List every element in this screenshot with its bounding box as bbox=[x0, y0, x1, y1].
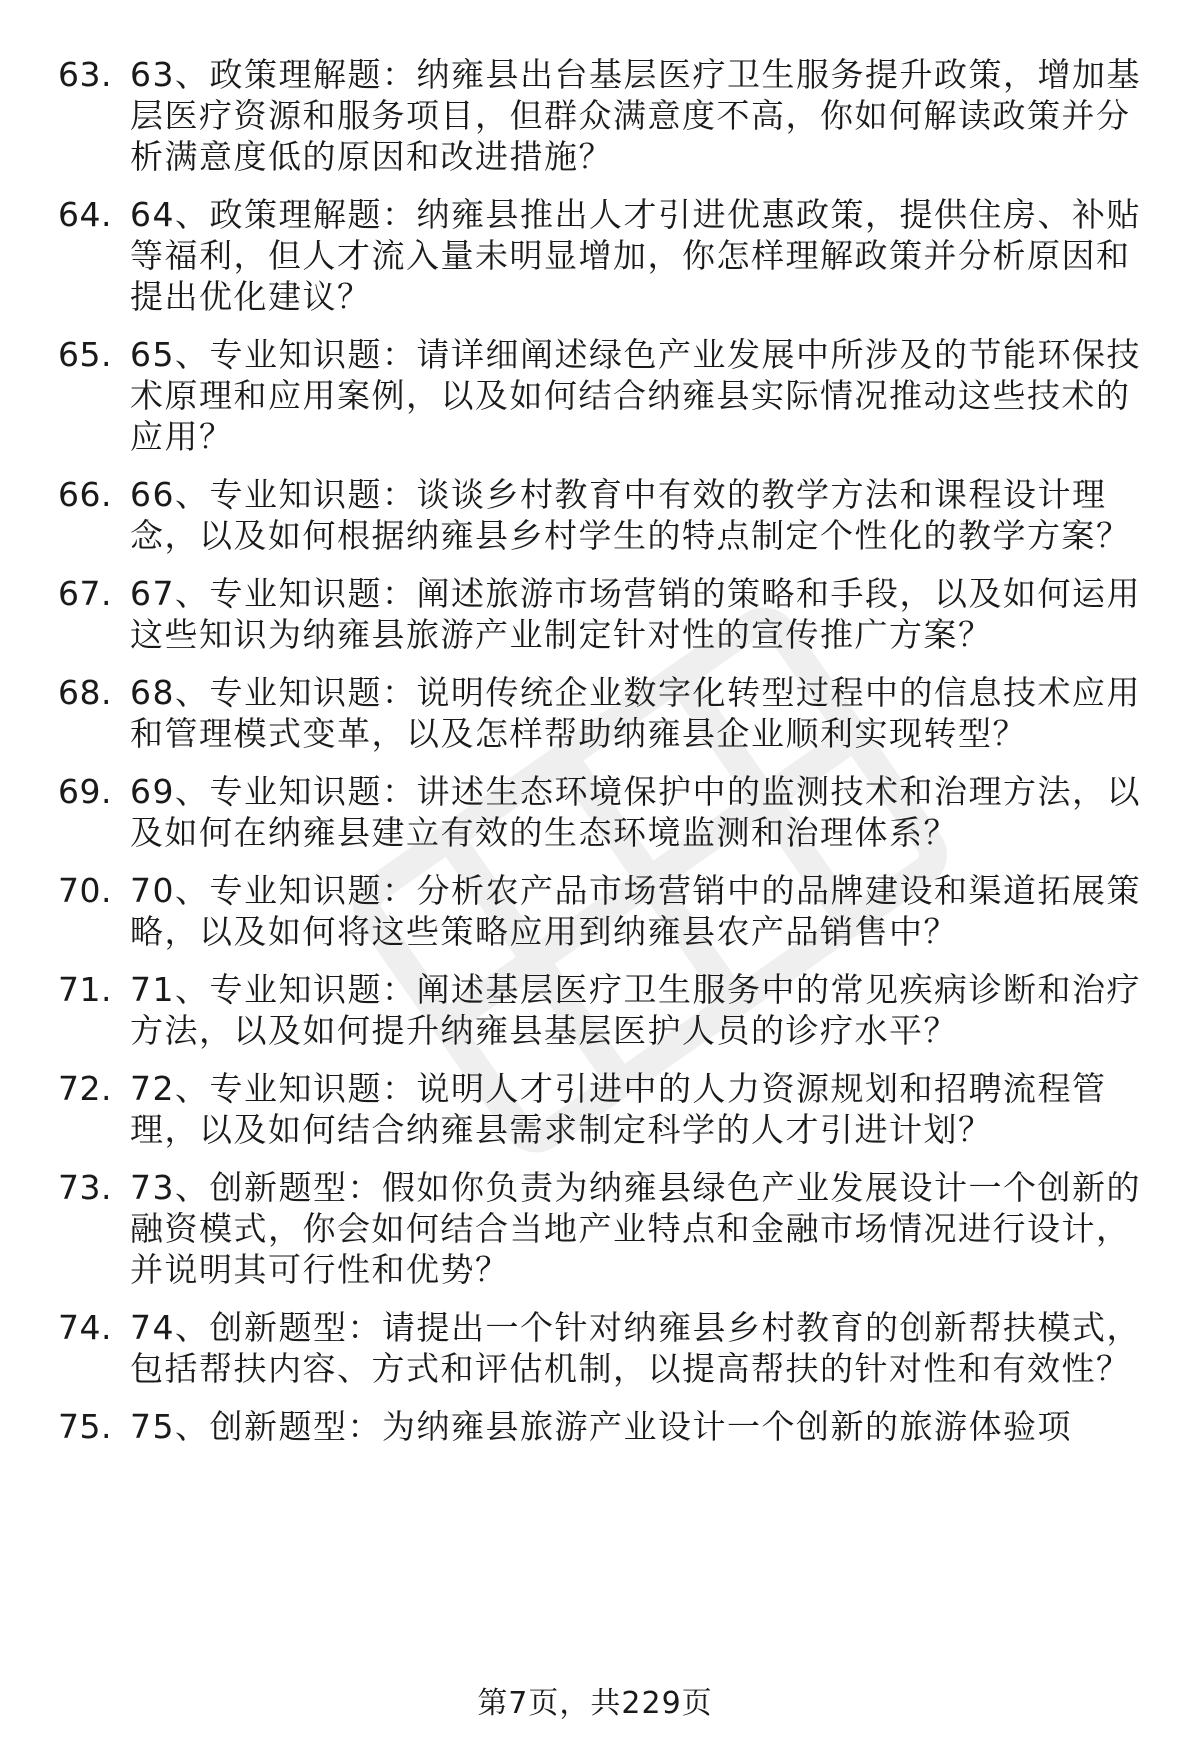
question-number: 73. bbox=[58, 1168, 112, 1207]
list-item bbox=[58, 969, 1153, 1051]
list-item bbox=[58, 1167, 1153, 1290]
question-text: 74、创新题型：请提出一个针对纳雍县乡村教育的创新帮扶模式，包括帮扶内容、方式和评估机制，以提高帮扶的针对性和有效性？ bbox=[130, 1308, 1141, 1388]
question-text: 71、专业知识题：阐述基层医疗卫生服务中的常见疾病诊断和治疗方法，以及如何提升纳雍县基层医护人员的诊疗水平？ bbox=[130, 970, 1141, 1050]
list-item bbox=[58, 672, 1153, 754]
question-text: 73、创新题型：假如你负责为纳雍县绿色产业发展设计一个创新的融资模式，你会如何结合当地产业特点和金融市场情况进行设计，并说明其可行性和优势？ bbox=[130, 1168, 1141, 1289]
question-text: 70、专业知识题：分析农产品市场营销中的品牌建设和渠道拓展策略，以及如何将这些策略应用到纳雍县农产品销售中？ bbox=[130, 871, 1141, 951]
question-text: 64、政策理解题：纳雍县推出人才引进优惠政策，提供住房、补贴等福利，但人才流入量未明显增加，你怎样理解政策并分析原因和提出优化建议？ bbox=[130, 195, 1141, 316]
question-text: 68、专业知识题：说明传统企业数字化转型过程中的信息技术应用和管理模式变革，以及怎样帮助纳雍县企业顺利实现转型？ bbox=[130, 673, 1141, 753]
question-text: 75、创新题型：为纳雍县旅游产业设计一个创新的旅游体验项 bbox=[130, 1407, 1072, 1446]
list-item bbox=[58, 1406, 1153, 1447]
question-list bbox=[58, 54, 1153, 1464]
question-number: 66. bbox=[58, 475, 112, 514]
question-number: 74. bbox=[58, 1308, 112, 1347]
list-item bbox=[58, 771, 1153, 853]
list-item bbox=[58, 573, 1153, 655]
list-item bbox=[58, 870, 1153, 952]
question-number: 71. bbox=[58, 970, 112, 1009]
question-number: 63. bbox=[58, 55, 112, 94]
question-text: 66、专业知识题：谈谈乡村教育中有效的教学方法和课程设计理念，以及如何根据纳雍县乡村学生的特点制定个性化的教学方案？ bbox=[130, 475, 1131, 555]
question-text: 65、专业知识题：请详细阐述绿色产业发展中所涉及的节能环保技术原理和应用案例，以及如何结合纳雍县实际情况推动这些技术的应用？ bbox=[130, 335, 1141, 456]
question-number: 70. bbox=[58, 871, 112, 910]
question-number: 68. bbox=[58, 673, 112, 712]
list-item bbox=[58, 334, 1153, 457]
list-item bbox=[58, 1307, 1153, 1389]
list-item bbox=[58, 474, 1153, 556]
question-text: 72、专业知识题：说明人才引进中的人力资源规划和招聘流程管理，以及如何结合纳雍县需求制定科学的人才引进计划？ bbox=[130, 1069, 1107, 1149]
page-footer: 第7页，共229页 bbox=[477, 1686, 713, 1721]
list-item bbox=[58, 54, 1153, 177]
question-number: 69. bbox=[58, 772, 112, 811]
question-number: 72. bbox=[58, 1069, 112, 1108]
question-number: 65. bbox=[58, 335, 112, 374]
question-number: 75. bbox=[58, 1407, 112, 1446]
question-text: 67、专业知识题：阐述旅游市场营销的策略和手段，以及如何运用这些知识为纳雍县旅游产业制定针对性的宣传推广方案？ bbox=[130, 574, 1141, 654]
question-number: 67. bbox=[58, 574, 112, 613]
question-text: 69、专业知识题：讲述生态环境保护中的监测技术和治理方法，以及如何在纳雍县建立有效的生态环境监测和治理体系？ bbox=[130, 772, 1141, 852]
list-item bbox=[58, 194, 1153, 317]
question-text: 63、政策理解题：纳雍县出台基层医疗卫生服务提升政策，增加基层医疗资源和服务项目，但群众满意度不高，你如何解读政策并分析满意度低的原因和改进措施？ bbox=[130, 55, 1141, 176]
question-number: 64. bbox=[58, 195, 112, 234]
list-item bbox=[58, 1068, 1153, 1150]
